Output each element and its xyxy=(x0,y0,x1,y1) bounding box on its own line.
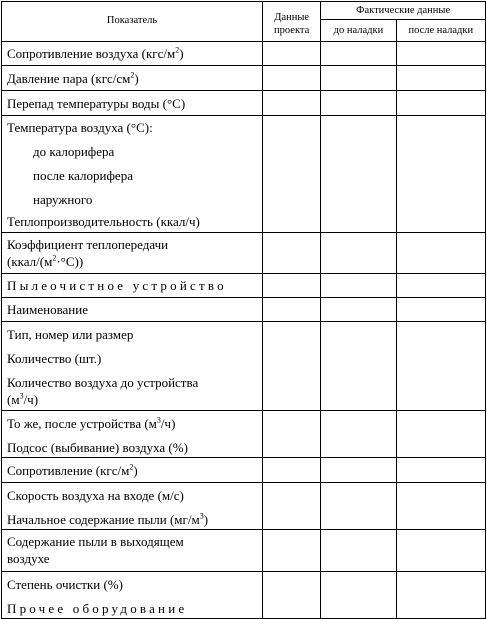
cell-after xyxy=(396,274,485,298)
row-quantity: Количество (шт.) xyxy=(7,351,102,366)
row-resistance: Сопротивление $(кгс/м^2)$ xyxy=(2,458,263,483)
row-water-temp-diff: Перепад температуры воды (°С) xyxy=(2,91,263,116)
cell-project xyxy=(263,322,321,411)
cell-before xyxy=(321,66,396,91)
row-heat-transfer xyxy=(2,233,263,274)
after-adjust-header-label: после наладки xyxy=(408,25,474,36)
heater-group xyxy=(2,42,486,274)
cell-before xyxy=(321,116,396,233)
cell-after xyxy=(396,42,485,66)
cell-project xyxy=(263,298,321,322)
after-adjust-header xyxy=(396,20,485,42)
cell-project xyxy=(263,411,321,458)
row-name: Наименование xyxy=(2,298,263,322)
cell-after xyxy=(396,483,485,530)
row-type-number-size: Тип, номер или размер xyxy=(7,327,134,342)
row-after-heater: после калорифера xyxy=(33,168,133,183)
row-air-before: Количество воздуха до устройства xyxy=(7,375,199,390)
actual-data-header xyxy=(321,2,486,20)
row-heat-transfer-line2: $(ккал/(м^2\cdot^\circ С))$ xyxy=(7,253,84,269)
cell-after xyxy=(396,322,485,411)
row-air-resistance: Сопротивление воздуха $(кгс/м^2)$ xyxy=(2,42,263,66)
row-type-quantity-group xyxy=(2,322,263,411)
project-data-header-label: Данные проекта xyxy=(274,12,310,36)
section-dust-cleaning: Пылеочистное устройство xyxy=(2,274,263,298)
row-air-temp-group xyxy=(2,116,263,233)
row-heat-output: Теплопроизводительность (ккал/ч) xyxy=(7,214,200,229)
cell-after xyxy=(396,91,485,116)
cell-project xyxy=(263,116,321,233)
cell-before xyxy=(321,322,396,411)
row-steam-pressure: Давление пара $(кгс/см^2)$ xyxy=(2,66,263,91)
cell-project xyxy=(263,572,321,619)
row-air-leak: Подсос (выбивание) воздуха (%) xyxy=(7,440,188,455)
adjustment-data-table xyxy=(1,1,486,619)
cell-before xyxy=(321,298,396,322)
cell-before xyxy=(321,458,396,483)
cell-after xyxy=(396,116,485,233)
cell-before xyxy=(321,572,396,619)
cell-after xyxy=(396,530,485,572)
cell-after xyxy=(396,411,485,458)
cell-before xyxy=(321,530,396,572)
row-cleaning-other-group xyxy=(2,572,263,619)
cell-before xyxy=(321,274,396,298)
row-speed-dust-group xyxy=(2,483,263,530)
before-adjust-header-label: до наладки xyxy=(333,25,384,36)
cell-project xyxy=(263,42,321,66)
cell-after xyxy=(396,66,485,91)
row-cleaning-degree: Степень очистки (%) xyxy=(7,577,123,592)
row-outlet-dust-line2: воздухе xyxy=(7,551,50,566)
cell-after xyxy=(396,458,485,483)
row-heat-transfer-line1: Коэффициент теплопередачи xyxy=(7,237,169,252)
row-initial-dust: Начальное содержание пыли $(мг/м^3)$ xyxy=(7,511,209,527)
row-before-heater: до калорифера xyxy=(33,144,115,159)
cell-project xyxy=(263,483,321,530)
dust-group xyxy=(2,274,486,619)
cell-after xyxy=(396,572,485,619)
cell-before xyxy=(321,411,396,458)
row-air-after: То же, после устройства $(м^3/ч)$ xyxy=(7,415,176,431)
actual-data-header-label: Фактические данные xyxy=(356,5,451,16)
row-air-after-group xyxy=(2,411,263,458)
cell-project xyxy=(263,274,321,298)
row-outdoor: наружного xyxy=(33,192,93,207)
row-air-temp: Температура воздуха (°С): xyxy=(7,120,153,135)
cell-project xyxy=(263,458,321,483)
cell-project xyxy=(263,66,321,91)
row-outlet-dust-line1: Содержание пыли в выходящем xyxy=(7,534,184,549)
cell-before xyxy=(321,483,396,530)
cell-before xyxy=(321,233,396,274)
indicator-header xyxy=(2,2,263,42)
cell-before xyxy=(321,42,396,66)
section-other-equipment: Прочее оборудование xyxy=(7,601,188,616)
cell-before xyxy=(321,91,396,116)
row-air-before-unit: $(м^3/ч)$ xyxy=(7,391,39,407)
row-inlet-speed: Скорость воздуха на входе (м/с) xyxy=(7,488,184,503)
before-adjust-header xyxy=(321,20,396,42)
cell-project xyxy=(263,530,321,572)
cell-project xyxy=(263,233,321,274)
row-outlet-dust xyxy=(2,530,263,572)
indicator-header-label: Показатель xyxy=(106,15,158,26)
cell-after xyxy=(396,233,485,274)
project-data-header xyxy=(263,2,321,42)
cell-after xyxy=(396,298,485,322)
cell-project xyxy=(263,91,321,116)
